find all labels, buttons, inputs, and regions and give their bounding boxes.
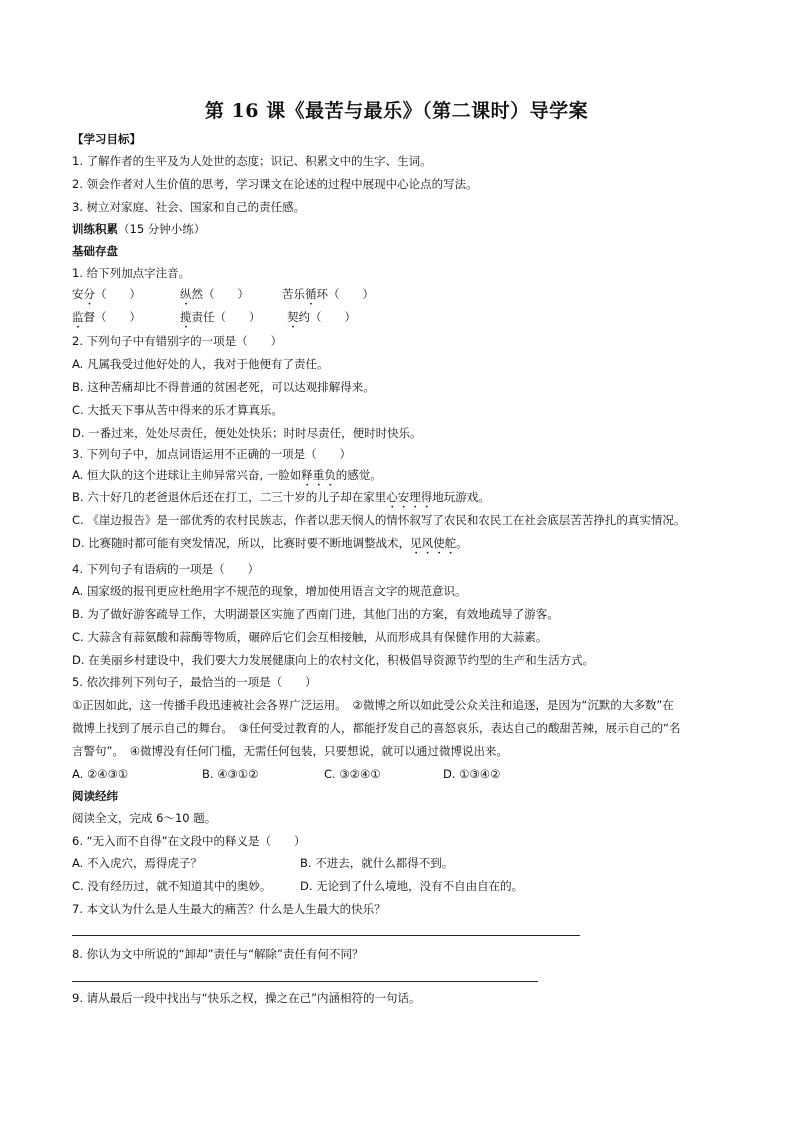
option-b: B. 六十好几的老爸退休后还在打工，二三十岁的儿子却在家里心安理得地玩游戏。 [72,490,490,504]
pinyin-item: 契约（ ） [287,310,356,324]
pinyin-item: 揽责任（ ） [180,310,261,324]
question-5-text-line: 言警句”。 ④微博没有任何门槛，无需任何包装，只要想说，就可以通过微博说出来。 [72,744,509,758]
option-a: A. ②④③① [72,767,129,781]
option-b: B. 这种苦痛却比不得普通的贫困老死，可以达观排解得来。 [72,380,375,394]
answer-line[interactable] [72,935,580,936]
pinyin-item: 监督（ ） [72,310,141,324]
practice-heading [72,221,205,237]
question-2-stem: 2. 下列句子中有错别字的一项是（ ） [72,334,283,348]
basic-header: 基础存盘 [72,244,118,258]
question-1-stem: 1. 给下列加点字注音。 [72,266,191,280]
answer-line[interactable] [72,981,538,982]
question-3-stem: 3. 下列句子中，加点词语运用不正确的一项是（ ） [72,447,352,461]
pinyin-item: 苦乐循环（ ） [282,287,374,301]
option-d: D. ①③④② [443,767,501,781]
option-a: A. 凡属我受过他好处的人，我对于他便有了责任。 [72,357,329,371]
learning-goals-header: 【学习目标】 [72,132,141,146]
option-b: B. ④③①② [202,767,259,781]
question-9-stem: 9. 请从最后一段中找出与“快乐之权，操之在己”内涵相符的一句话。 [72,991,421,1005]
option-a: A. 恒大队的这个进球让主帅异常兴奋, 一脸如释重负的感觉。 [72,468,382,482]
practice-header: 训练积累 [72,222,118,236]
question-5-stem: 5. 依次排列下列句子，最恰当的一项是（ ） [72,675,317,689]
option-d: D. 比赛随时都可能有突发情况，所以，比赛时要不断地调整战术，见风使舵。 [72,536,468,550]
goal-item: 2. 领会作者对人生价值的思考，学习课文在论述的过程中展现中心论点的写法。 [72,177,478,191]
pinyin-item: 安分（ ） [72,287,141,301]
question-5-text-line: 微博上找到了展示自己的舞台。 ③任何受过教育的人，都能抒发自己的喜怒哀乐，表达自己的酸甜苦辣，展示自己的“名 [72,721,681,735]
reading-header: 阅读经纬 [72,789,118,803]
goal-item: 3. 树立对家庭、社会、国家和自己的责任感。 [72,200,306,214]
pinyin-item: 纵然（ ） [180,287,249,301]
option-d: D. 无论到了什么境地，没有不自由自在的。 [300,879,524,893]
option-b: B. 不进去，就什么都得不到。 [300,856,454,870]
option-a: A. 国家级的报刊更应杜绝用字不规范的现象，增加使用语言文字的规范意识。 [72,584,467,598]
option-c: C. ③②④① [324,767,381,781]
page-title: 第 16 课《最苦与最乐》（第二课时）导学案 [204,100,589,122]
option-a: A. 不入虎穴，焉得虎子？ [72,856,202,870]
practice-time: （15 分钟小练） [118,222,206,236]
option-d: D. 在美丽乡村建设中，我们要大力发展健康向上的农村文化，积极倡导资源节约型的生产和生活方式。 [72,653,595,667]
option-c: C. 没有经历过，就不知道其中的奥妙。 [72,879,272,893]
question-5-text-line: ①正因如此，这一传播手段迅速被社会各界广泛运用。 ②微博之所以如此受公众关注和追逐，是因为“沉默的大多数”在 [72,698,674,712]
option-c: C. 大蒜含有蒜氨酸和蒜酶等物质，碾碎后它们会互相接触，从而形成具有保健作用的大蒜素。 [72,630,548,644]
option-c: C. 大抵天下事从苦中得来的乐才算真乐。 [72,403,283,417]
option-d: D. 一番过来，处处尽责任，便处处快乐；时时尽责任，便时时快乐。 [72,426,422,440]
goal-item: 1. 了解作者的生平及为人处世的态度；识记、积累文中的生字、生词。 [72,154,432,168]
option-c: C. 《崖边报告》是一部优秀的农村民族志，作者以悲天悯人的情怀叙写了农民和农民工在社会底层苦苦挣扎的真实情况。 [72,513,686,527]
question-7-stem: 7. 本文认为什么是人生最大的痛苦？什么是人生最大的快乐？ [72,902,386,916]
question-8-stem: 8. 你认为文中所说的“卸却”责任与“解除”责任有何不同？ [72,947,364,961]
option-b: B. 为了做好游客疏导工作，大明湖景区实施了西南门进，其他门出的方案，有效地疏导了游客。 [72,607,559,621]
reading-intro: 阅读全文，完成 6～10 题。 [72,811,217,825]
question-4-stem: 4. 下列句子有语病的一项是（ ） [72,562,260,576]
question-6-stem: 6. “无入而不自得”在文段中的释义是（ ） [72,834,306,848]
